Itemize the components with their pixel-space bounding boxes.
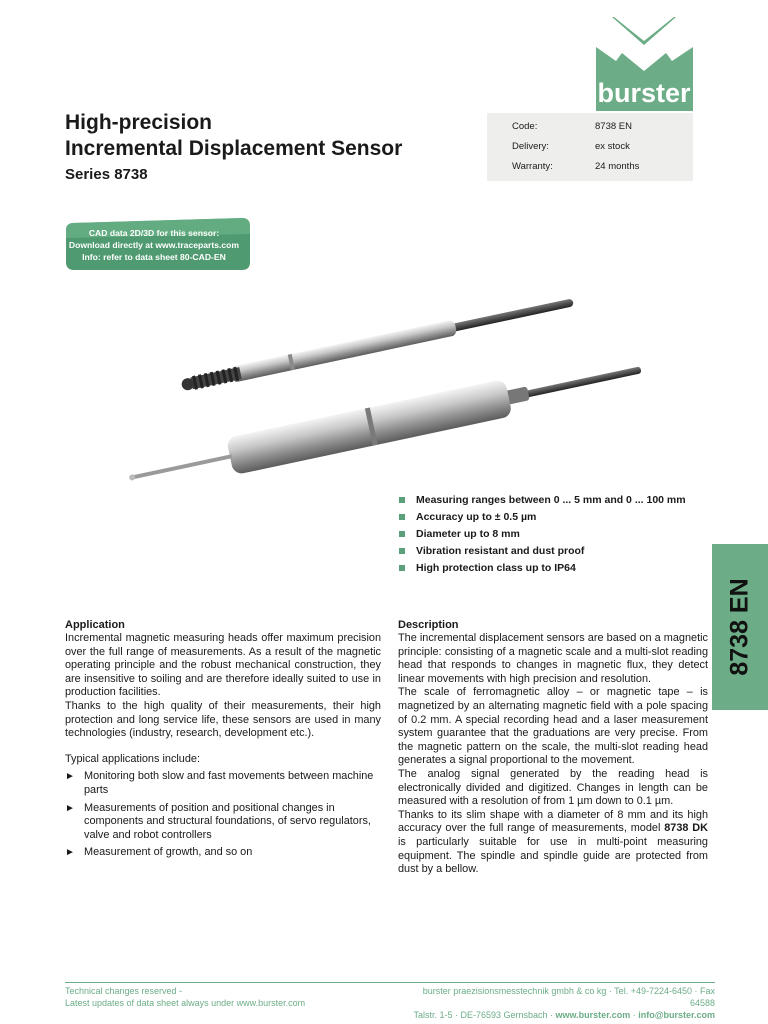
datasheet-side-tab [712,544,768,710]
cad-line-1: CAD data 2D/3D for this sensor: [88,228,220,238]
description-paragraph: The scale of ferromagnetic alloy – or magnetic tape – is magnetized by an alternating magnetic field with a pole spacing of 0.2 mm. A special recording head and a laser measurement system guarantee that the graduations are very precise. From the magnetic pattern on the scale, the multi-slot reading head generates a signal proportional to the movement. [398,686,708,767]
email-link[interactable]: info@burster.com [638,1010,715,1020]
burster-logo [596,17,693,111]
footer-contact [398,985,715,1021]
info-value: 8738 EN [595,121,632,132]
application-section [65,619,381,864]
application-item: ► Measurement of growth, and so on [65,846,381,860]
application-heading: Application [65,619,125,631]
description-text: Thanks to its slim shape with a diameter of 8 mm and its high accuracy over the full range of measurements, model [398,808,708,835]
info-row-warranty [487,161,693,181]
feature-item: Accuracy up to ± 0.5 µm [398,511,698,524]
description-section [398,619,708,877]
applications-list [65,770,381,860]
application-paragraph: Thanks to the high quality of their measurements, their high protection and long service life, these sensors are used in many technologies (industry, research, development etc.). [65,699,381,740]
title-line-2: Incremental Displacement Sensor [65,137,403,160]
feature-item: High protection class up to IP64 [398,562,698,575]
cad-data-badge[interactable] [66,218,250,270]
application-item: ► Measurements of position and positional changes in components and structural foundations, of servo regulators, valve and robot controllers [65,802,381,843]
feature-item: Measuring ranges between 0 ... 5 mm and 0 ... 100 mm [398,494,698,507]
info-row-code [487,121,693,141]
model-name: 8738 DK [664,822,709,835]
info-value: 24 months [595,161,640,172]
description-text: is particularly suitable for use in multi-point measuring equipment. The spindle and spindle guide are protected from dust by a bellow. [398,835,708,876]
footer-left [65,985,305,1009]
cad-line-3: Info: refer to data sheet 80-CAD-EN [82,252,226,262]
footer-note: Latest updates of data sheet always under www.burster.com [65,998,306,1008]
address-text: Talstr. 1-5 · DE-76593 Gernsbach · [413,1010,556,1020]
website-link[interactable]: www.burster.com [555,1010,631,1020]
company-address-line: burster praezisionsmesstechnik gmbh & co kg · Tel. +49-7224-6450 · Fax 64588 [422,986,715,1008]
info-label: Code: [512,121,538,132]
application-item: ► Monitoring both slow and fast movements between machine parts [65,770,381,797]
description-paragraph: The incremental displacement sensors are based on a magnetic principle: consisting of a magnetic scale and a multi-slot reading head that responds to changes in magnetic flux, they detect linear movements with high precision and resolution. [398,632,708,685]
feature-item: Vibration resistant and dust proof [398,545,698,558]
typical-applications-label: Typical applications include: [65,752,200,765]
sensor-product-photo [110,280,670,500]
cad-line-2: Download directly at www.traceparts.com [68,240,240,250]
feature-list [398,494,698,579]
series-label: Series 8738 [65,166,148,183]
side-tab-code: 8738 EN [725,578,754,676]
info-row-delivery [487,141,693,161]
company-contact-line [398,1009,715,1021]
separator: · [630,1010,639,1020]
description-paragraph [398,809,708,877]
footer-divider [65,982,715,983]
title-line-1: High-precision [65,111,213,134]
page-title [65,110,402,162]
logo-text: burster [597,78,691,108]
feature-item: Diameter up to 8 mm [398,528,698,541]
info-value: ex stock [595,141,630,152]
product-info-box [487,113,693,181]
info-label: Delivery: [512,141,549,152]
cad-badge-text [66,227,242,263]
application-paragraph: Incremental magnetic measuring heads offer maximum precision over the full range of measurements. As a result of the magnetic operating principle and the robust mechanical construction, they are insensitive to soiling and are therefore ideally suited to use in production facilities. [65,632,381,699]
description-heading: Description [398,619,459,631]
footer-note: Technical changes reserved - [65,986,183,996]
info-label: Warranty: [512,161,553,172]
description-paragraph: The analog signal generated by the reading head is electronically divided and digitized. Changes in length can be measured with a resolution of from 1 µm down to 0.1 µm. [398,767,708,808]
